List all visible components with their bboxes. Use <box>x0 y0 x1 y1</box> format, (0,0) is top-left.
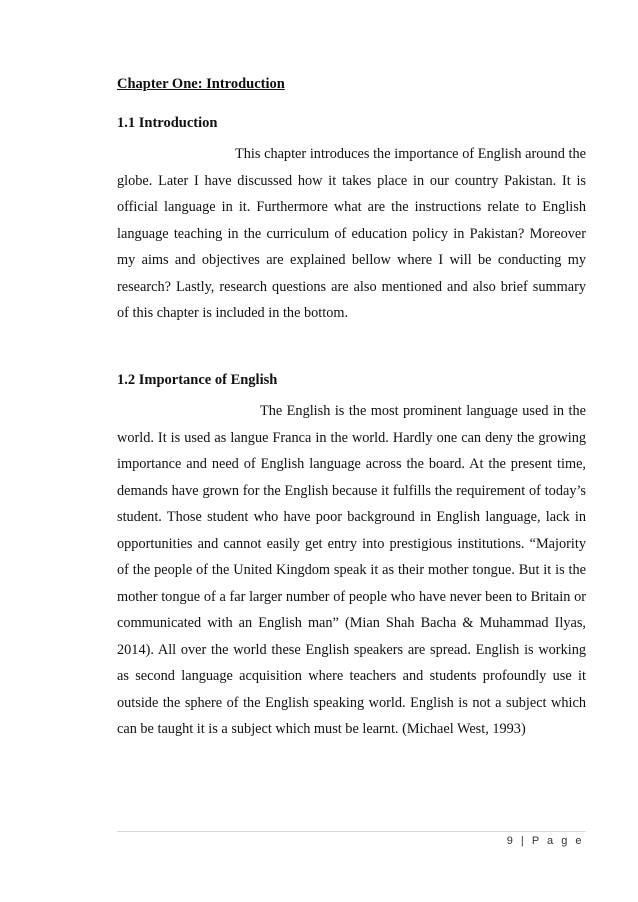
page-number: 9 | P a g e <box>506 835 584 847</box>
section-paragraph-introduction: This chapter introduces the importance of English around the globe. Later I have discussed how it takes place in our country Pakistan. It is official language in it. Furthermore what are the instructions relate to English language teaching in the curriculum of education policy in Pakistan? Moreover my aims and objectives are explained bellow where I will be conducting my research? Lastly, research questions are also mentioned and also brief summary of this chapter is included in the bottom. <box>117 146 586 321</box>
chapter-title: Chapter One: Introduction <box>117 76 285 92</box>
footer-divider <box>117 831 586 832</box>
section-heading-introduction: 1.1 Introduction <box>117 115 218 131</box>
section-paragraph-importance-of-english: The English is the most prominent language used in the world. It is used as langue Franca in the world. Hardly one can deny the growing importance and need of English language across the board. At the present time, demands have grown for the English because it fulfills the requirement of today’s student. Those student who have poor background in English language, lack in opportunities and cannot easily get entry into prestigious institutions. “Majority of the people of the United Kingdom speak it as their mother tongue. But it is the mother tongue of a far larger number of people who have never been to Britain or communicated with an English man” (Mian Shah Bacha & Muhammad Ilyas, 2014). All over the world these English speakers are spread. English is working as second language acquisition where teachers and students profoundly use it outside the sphere of the English speaking world. English is not a subject which can be taught it is a subject which must be learnt. (Michael West, 1993) <box>117 403 586 737</box>
section-heading-importance-of-english: 1.2 Importance of English <box>117 372 278 388</box>
